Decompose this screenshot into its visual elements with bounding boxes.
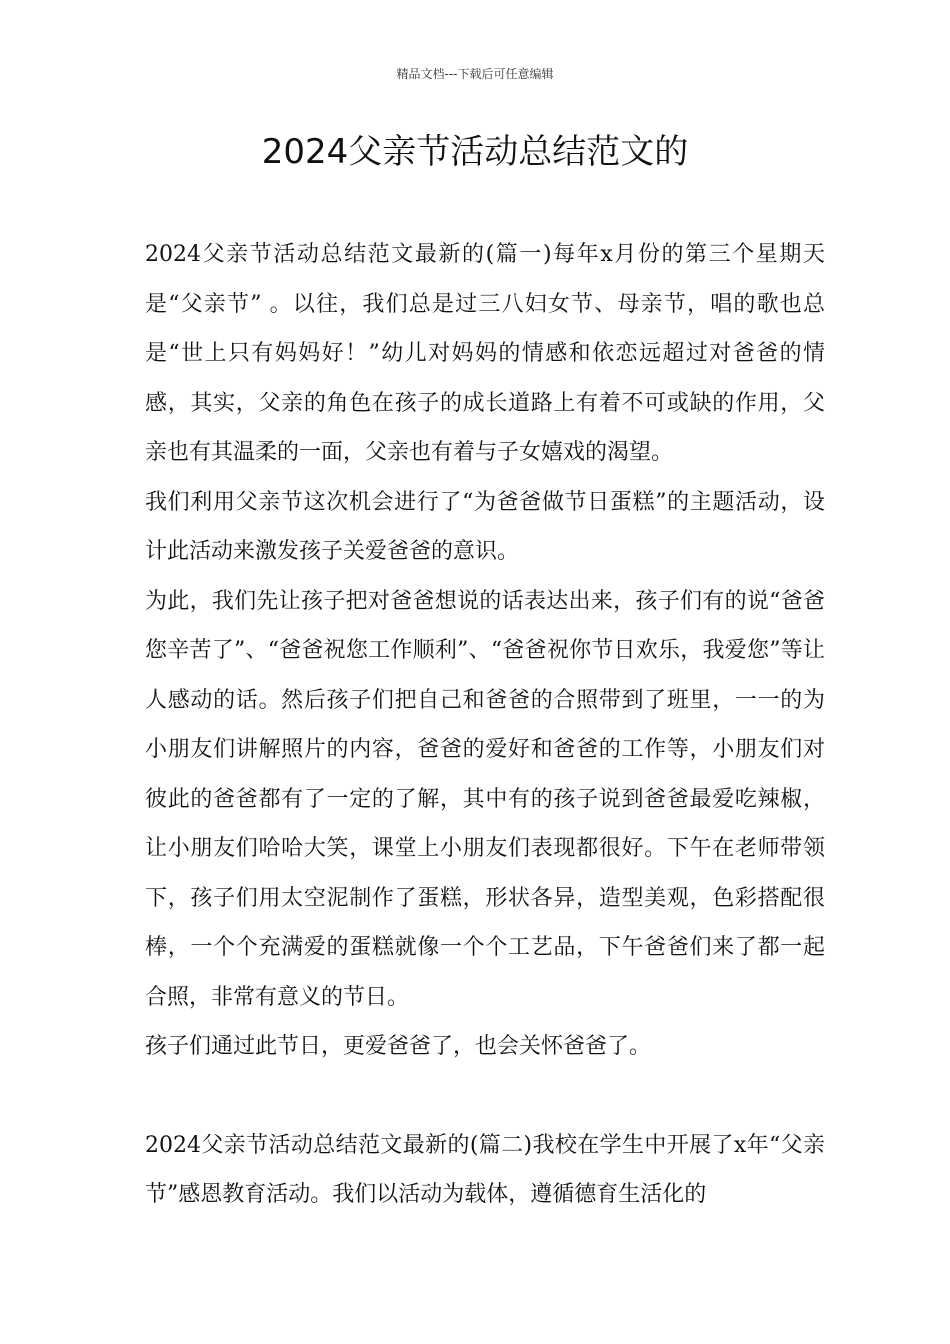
paragraph-3: 为此，我们先让孩子把对爸爸想说的话表达出来，孩子们有的说“爸爸您辛苦了”、“爸爸祝您工作顺利”、“爸爸祝你节日欢乐，我爱您”等让人感动的话。然后孩子们把自己和爸爸的合照带到了班里，一一的为小朋友们讲解照片的内容，爸爸的爱好和爸爸的工作等，小朋友们对彼此的爸爸都有了一定的了解，其中有的孩子说到爸爸最爱吃辣椒，让小朋友们哈哈大笑，课堂上小朋友们表现都很好。下午在老师带领下，孩子们用太空泥制作了蛋糕，形状各异，造型美观，色彩搭配很棒，一个个充满爱的蛋糕就像一个个工艺品，下午爸爸们来了都一起合照，非常有意义的节日。 <box>145 588 825 1010</box>
paragraph-1: 2024父亲节活动总结范文最新的(篇一)每年x月份的第三个星期天是“父亲节” 。以往，我们总是过三八妇女节、母亲节，唱的歌也总是“世上只有妈妈好！”幼儿对妈妈的情感和依恋远超过对爸爸的情感，其实，父亲的角色在孩子的成长道路上有着不可或缺的作用，父亲也有其温柔的一面，父亲也有着与子女嬉戏的渴望。 <box>145 242 825 465</box>
header-note: 精品文档---下载后可任意编辑 <box>396 67 554 81</box>
document-body <box>145 230 825 1220</box>
section-gap <box>145 1072 825 1121</box>
paragraph-2: 我们利用父亲节这次机会进行了“为爸爸做节日蛋糕”的主题活动，设计此活动来激发孩子关爱爸爸的意识。 <box>145 489 825 564</box>
paragraph-4: 孩子们通过此节日，更爱爸爸了，也会关怀爸爸了。 <box>145 1034 652 1059</box>
document-title: 2024父亲节活动总结范文的 <box>261 132 689 172</box>
paragraph-5: 2024父亲节活动总结范文最新的(篇二)我校在学生中开展了x年“父亲节”感恩教育活动。我们以活动为载体，遵循德育生活化的 <box>145 1132 825 1207</box>
